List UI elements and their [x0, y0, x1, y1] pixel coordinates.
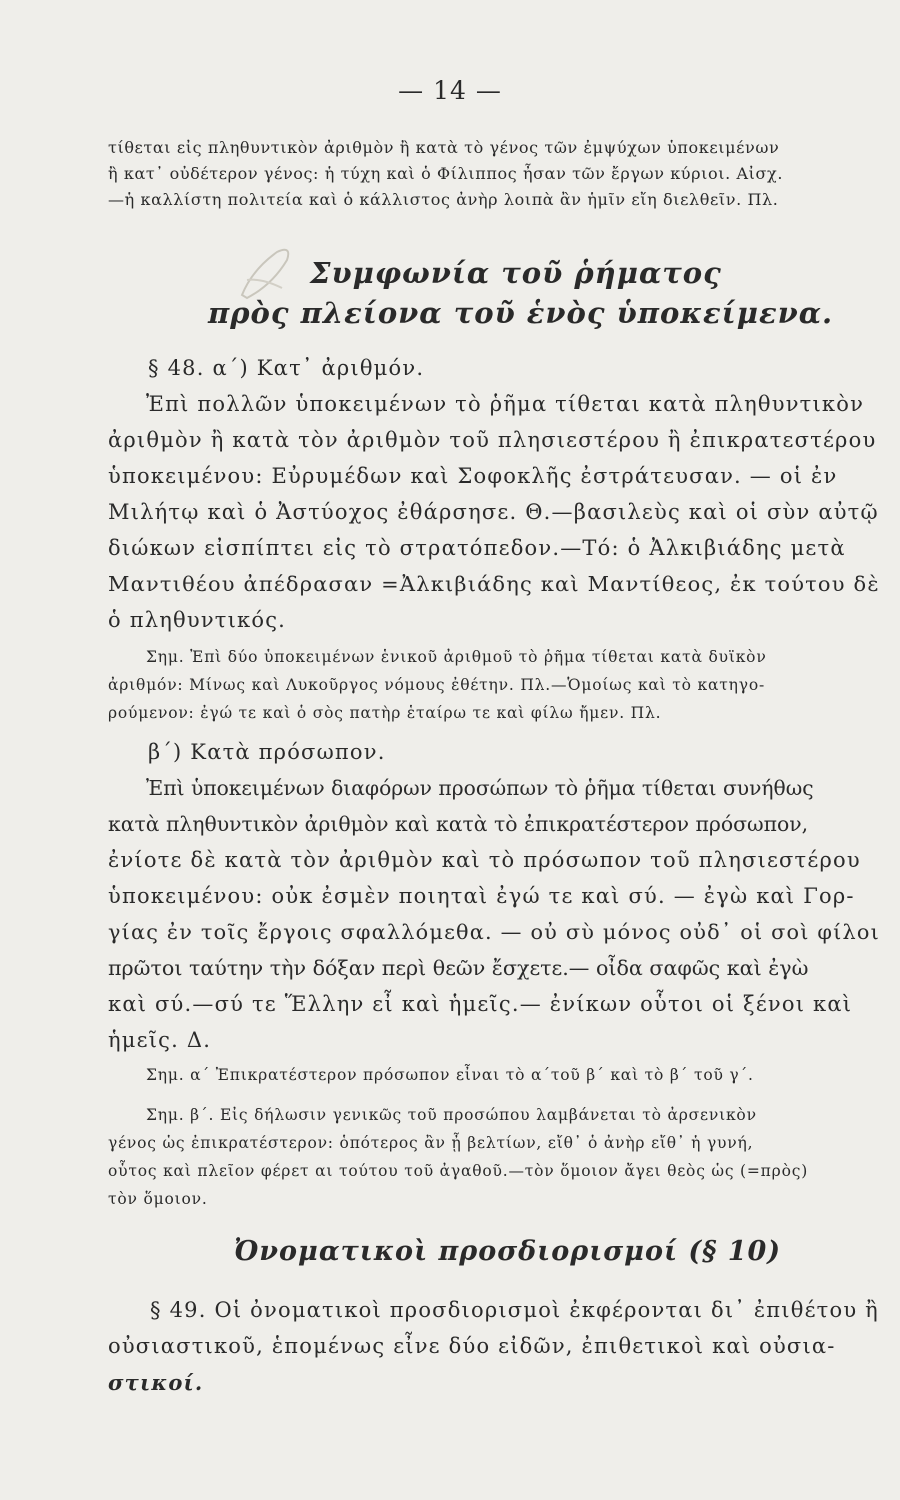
note1-line-1: Σημ. Ἐπὶ δύο ὑποκειμένων ἑνικοῦ ἀριθμοῦ τὸ ῥῆμα τίθεται κατὰ δυϊκὸν — [146, 648, 767, 666]
s48-line-1: Ἐπὶ πολλῶν ὑποκειμένων τὸ ῥῆμα τίθεται κατὰ πληθυντικὸν — [146, 392, 865, 416]
s48b-line-4: ὑποκειμένου: οὐκ ἐσμὲν ποιηταὶ ἐγώ τε καὶ σύ. — ἐγὼ καὶ Γορ- — [108, 884, 855, 908]
intro-line-3: —ἡ καλλίστη πολιτεία καὶ ὁ κάλλιστος ἀνὴρ λοιπὰ ἂν ἡμῖν εἴη διελθεῖν. Πλ. — [108, 190, 779, 209]
s48-title: § 48. α΄) Κατ᾽ ἀριθμόν. — [148, 356, 425, 380]
s48b-line-1: Ἐπὶ ὑποκειμένων διαφόρων προσώπων τὸ ῥῆμα τίθεται συνήθως — [146, 776, 814, 800]
s48b-line-6: πρῶτοι ταύτην τὴν δόξαν περὶ θεῶν ἔσχετε.— οἶδα σαφῶς καὶ ἐγὼ — [108, 956, 809, 980]
note1-line-3: ρούμενον: ἐγώ τε καὶ ὁ σὸς πατὴρ ἑταίρω τε καὶ φίλω ἤμεν. Πλ. — [108, 704, 662, 722]
note3-line-4: τὸν ὅμοιον. — [108, 1190, 208, 1208]
s48-line-7: ὁ πληθυντικός. — [108, 608, 287, 632]
section-heading-line-1: Συμφωνία τοῦ ῥήματος — [310, 256, 722, 290]
s48-line-6: Μαντιθέου ἀπέδρασαν =Ἀλκιβιάδης καὶ Μαντίθεος, ἐκ τούτου δὲ — [108, 572, 880, 596]
s49-line-1: § 49. Οἱ ὀνοματικοὶ προσδιορισμοὶ ἐκφέρονται δι᾽ ἐπιθέτου ἢ — [150, 1298, 879, 1322]
s48-line-5: διώκων εἰσπίπτει εἰς τὸ στρατόπεδον.—Τό: ὁ Ἀλκιβιάδης μετὰ — [108, 536, 846, 560]
s48b-line-7: καὶ σύ.—σύ τε Ἕλλην εἶ καὶ ἡμεῖς.— ἐνίκων οὗτοι οἱ ξένοι καὶ — [108, 992, 853, 1016]
page-number: — 14 — — [398, 76, 502, 105]
section2-heading: Ὀνοματικοὶ προσδιορισμοί (§ 10) — [234, 1236, 782, 1267]
intro-line-2: ἢ κατ᾽ οὐδέτερον γένος: ἡ τύχη καὶ ὁ Φίλιππος ἦσαν τῶν ἔργων κύριοι. Αἰσχ. — [108, 164, 784, 183]
s48b-line-8: ἡμεῖς. Δ. — [108, 1028, 212, 1052]
note3-line-2: γένος ὡς ἐπικρατέστερον: ὁπότερος ἂν ᾖ βελτίων, εἴθ᾽ ὁ ἀνὴρ εἴθ᾽ ἡ γυνή, — [108, 1134, 754, 1152]
s48-line-3: ὑποκειμένου: Εὐρυμέδων καὶ Σοφοκλῆς ἐστράτευσαν. — οἱ ἐν — [108, 464, 838, 488]
s48b-line-5: γίας ἐν τοῖς ἔργοις σφαλλόμεθα. — οὐ σὺ μόνος οὐδ᾽ οἱ σοὶ φίλοι — [108, 920, 880, 944]
s48b-line-3: ἐνίοτε δὲ κατὰ τὸν ἀριθμὸν καὶ τὸ πρόσωπον τοῦ πλησιεστέρου — [108, 848, 861, 872]
s49-line-3: στικοί. — [108, 1370, 204, 1395]
intro-line-1: τίθεται εἰς πληθυντικὸν ἀριθμὸν ἢ κατὰ τὸ γένος τῶν ἐμψύχων ὑποκειμένων — [108, 138, 780, 157]
s48b-title: β΄) Κατὰ πρόσωπον. — [148, 740, 386, 764]
s49-line-2: οὐσιαστικοῦ, ἑπομένως εἶνε δύο εἰδῶν, ἐπιθετικοὶ καὶ οὐσια- — [108, 1334, 836, 1358]
s48-line-4: Μιλήτῳ καὶ ὁ Ἀστύοχος ἐθάρσησε. Θ.—βασιλεὺς καὶ οἱ σὺν αὐτῷ — [108, 500, 879, 524]
s48-line-2: ἀριθμὸν ἢ κατὰ τὸν ἀριθμὸν τοῦ πλησιεστέρου ἢ ἐπικρατεστέρου — [108, 428, 877, 452]
note1-line-2: ἀριθμόν: Μίνως καὶ Λυκοῦργος νόμους ἐθέτην. Πλ.—Ὁμοίως καὶ τὸ κατηγο- — [108, 676, 765, 694]
note2: Σημ. α΄ Ἐπικρατέστερον πρόσωπον εἶναι τὸ α΄τοῦ β΄ καὶ τὸ β΄ τοῦ γ΄. — [146, 1066, 754, 1084]
note3-line-1: Σημ. β΄. Εἰς δήλωσιν γενικῶς τοῦ προσώπου λαμβάνεται τὸ ἀρσενικὸν — [146, 1106, 757, 1124]
s48b-line-2: κατὰ πληθυντικὸν ἀριθμὸν καὶ κατὰ τὸ ἐπικρατέστερον πρόσωπον, — [108, 812, 809, 836]
section-heading-line-2: πρὸς πλείονα τοῦ ἑνὸς ὑποκείμενα. — [208, 296, 834, 330]
note3-line-3: οὗτος καὶ πλεῖον φέρετ αι τούτου τοῦ ἀγαθοῦ.—τὸν ὅμοιον ἄγει θεὸς ὡς (=πρὸς) — [108, 1162, 809, 1180]
